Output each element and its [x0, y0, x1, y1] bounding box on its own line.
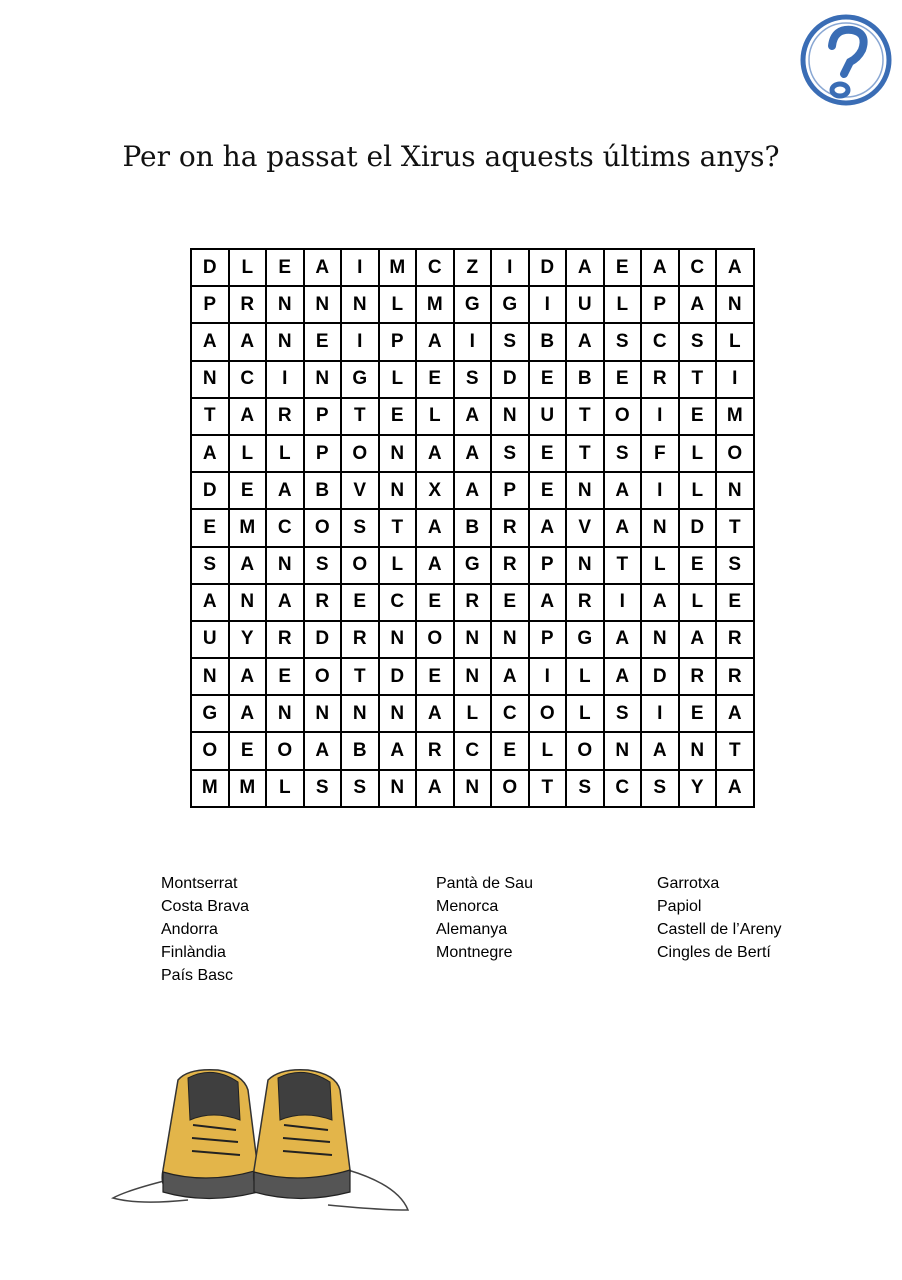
word-list-column-1: [161, 872, 249, 987]
grid-cell: P: [191, 286, 229, 323]
grid-cell: A: [191, 323, 229, 360]
grid-cell: N: [379, 472, 417, 509]
grid-cell: L: [679, 435, 717, 472]
grid-cell: M: [229, 770, 267, 807]
word-search-grid: [190, 248, 755, 808]
page-title: Per on ha passat el Xirus aquests últims anys?: [122, 140, 780, 173]
grid-cell: A: [229, 398, 267, 435]
grid-cell: C: [641, 323, 679, 360]
word-list-item: Garrotxa: [657, 875, 720, 892]
grid-row: [191, 286, 754, 323]
grid-cell: N: [304, 361, 342, 398]
grid-cell: N: [191, 361, 229, 398]
grid-cell: N: [379, 621, 417, 658]
grid-cell: D: [641, 658, 679, 695]
grid-cell: A: [604, 509, 642, 546]
grid-cell: S: [454, 361, 492, 398]
grid-cell: S: [604, 695, 642, 732]
grid-cell: E: [491, 584, 529, 621]
word-list-item: Cingles de Bertí: [657, 944, 771, 961]
grid-cell: O: [529, 695, 567, 732]
grid-cell: A: [229, 323, 267, 360]
grid-cell: S: [191, 547, 229, 584]
grid-cell: E: [679, 398, 717, 435]
grid-cell: R: [566, 584, 604, 621]
grid-cell: L: [529, 732, 567, 769]
grid-cell: N: [566, 472, 604, 509]
grid-row: [191, 770, 754, 807]
grid-cell: N: [379, 770, 417, 807]
grid-cell: R: [491, 509, 529, 546]
grid-row: [191, 472, 754, 509]
grid-cell: O: [416, 621, 454, 658]
grid-cell: A: [454, 398, 492, 435]
grid-cell: P: [641, 286, 679, 323]
grid-cell: R: [341, 621, 379, 658]
grid-cell: E: [529, 435, 567, 472]
word-list-item: Papiol: [657, 898, 702, 915]
grid-cell: M: [191, 770, 229, 807]
grid-cell: E: [191, 509, 229, 546]
grid-cell: A: [679, 621, 717, 658]
grid-cell: E: [266, 658, 304, 695]
grid-cell: A: [454, 435, 492, 472]
grid-cell: T: [716, 732, 754, 769]
grid-cell: N: [379, 695, 417, 732]
word-list-item: País Basc: [161, 967, 234, 984]
grid-cell: B: [341, 732, 379, 769]
grid-cell: Y: [679, 770, 717, 807]
grid-cell: S: [679, 323, 717, 360]
grid-cell: O: [304, 509, 342, 546]
grid-cell: A: [641, 584, 679, 621]
grid-cell: R: [229, 286, 267, 323]
grid-cell: L: [679, 472, 717, 509]
grid-cell: C: [229, 361, 267, 398]
grid-cell: A: [304, 732, 342, 769]
grid-row: [191, 584, 754, 621]
grid-cell: D: [529, 249, 567, 286]
grid-cell: B: [304, 472, 342, 509]
grid-cell: L: [454, 695, 492, 732]
grid-cell: A: [641, 732, 679, 769]
grid-cell: S: [341, 509, 379, 546]
grid-cell: L: [266, 770, 304, 807]
grid-cell: X: [416, 472, 454, 509]
grid-cell: A: [716, 695, 754, 732]
grid-cell: P: [491, 472, 529, 509]
word-list-item: Castell de l’Areny: [657, 921, 782, 938]
grid-cell: R: [716, 621, 754, 658]
grid-cell: N: [491, 398, 529, 435]
grid-cell: G: [341, 361, 379, 398]
grid-row: [191, 361, 754, 398]
grid-cell: E: [491, 732, 529, 769]
grid-cell: L: [416, 398, 454, 435]
grid-cell: T: [566, 435, 604, 472]
grid-cell: L: [379, 547, 417, 584]
grid-cell: R: [266, 398, 304, 435]
grid-row: [191, 398, 754, 435]
grid-cell: I: [454, 323, 492, 360]
grid-cell: E: [229, 732, 267, 769]
grid-cell: D: [491, 361, 529, 398]
grid-cell: S: [641, 770, 679, 807]
grid-cell: O: [604, 398, 642, 435]
grid-cell: D: [191, 472, 229, 509]
grid-cell: I: [341, 249, 379, 286]
grid-cell: I: [529, 286, 567, 323]
grid-cell: A: [229, 547, 267, 584]
word-list-item: Pantà de Sau: [436, 875, 533, 892]
grid-cell: G: [454, 547, 492, 584]
grid-cell: E: [529, 361, 567, 398]
grid-cell: A: [716, 770, 754, 807]
grid-cell: C: [416, 249, 454, 286]
grid-cell: G: [454, 286, 492, 323]
grid-cell: L: [379, 286, 417, 323]
grid-cell: A: [229, 695, 267, 732]
grid-cell: S: [716, 547, 754, 584]
grid-cell: A: [566, 323, 604, 360]
word-list-item: Montnegre: [436, 944, 513, 961]
grid-cell: A: [641, 249, 679, 286]
grid-cell: U: [529, 398, 567, 435]
grid-cell: A: [416, 695, 454, 732]
grid-row: [191, 435, 754, 472]
grid-cell: A: [191, 584, 229, 621]
grid-cell: A: [604, 658, 642, 695]
grid-cell: N: [641, 509, 679, 546]
grid-cell: L: [229, 435, 267, 472]
grid-cell: E: [604, 249, 642, 286]
grid-cell: A: [454, 472, 492, 509]
grid-cell: O: [191, 732, 229, 769]
grid-cell: M: [229, 509, 267, 546]
grid-cell: R: [304, 584, 342, 621]
grid-cell: A: [529, 509, 567, 546]
grid-cell: B: [454, 509, 492, 546]
grid-cell: M: [716, 398, 754, 435]
grid-cell: C: [266, 509, 304, 546]
grid-cell: N: [379, 435, 417, 472]
word-list-column-3: [657, 872, 782, 964]
grid-cell: E: [604, 361, 642, 398]
grid-cell: N: [341, 695, 379, 732]
grid-cell: T: [191, 398, 229, 435]
grid-cell: O: [304, 658, 342, 695]
grid-cell: O: [566, 732, 604, 769]
grid-cell: B: [529, 323, 567, 360]
grid-cell: D: [191, 249, 229, 286]
word-list-item: Montserrat: [161, 875, 238, 892]
grid-cell: R: [416, 732, 454, 769]
grid-row: [191, 732, 754, 769]
grid-row: [191, 509, 754, 546]
grid-cell: L: [641, 547, 679, 584]
grid-cell: A: [379, 732, 417, 769]
grid-cell: A: [566, 249, 604, 286]
grid-cell: T: [341, 658, 379, 695]
grid-cell: G: [566, 621, 604, 658]
grid-cell: D: [304, 621, 342, 658]
grid-cell: L: [266, 435, 304, 472]
grid-cell: Y: [229, 621, 267, 658]
grid-cell: I: [529, 658, 567, 695]
grid-cell: I: [491, 249, 529, 286]
grid-cell: F: [641, 435, 679, 472]
grid-cell: D: [379, 658, 417, 695]
grid-cell: P: [379, 323, 417, 360]
grid-cell: N: [454, 770, 492, 807]
grid-cell: L: [716, 323, 754, 360]
grid-cell: T: [529, 770, 567, 807]
grid-cell: A: [416, 323, 454, 360]
grid-row: [191, 658, 754, 695]
grid-cell: A: [229, 658, 267, 695]
grid-cell: E: [679, 547, 717, 584]
grid-cell: U: [566, 286, 604, 323]
grid-cell: N: [304, 286, 342, 323]
grid-cell: I: [604, 584, 642, 621]
grid-cell: E: [379, 398, 417, 435]
grid-cell: T: [379, 509, 417, 546]
grid-row: [191, 547, 754, 584]
grid-cell: G: [191, 695, 229, 732]
grid-row: [191, 249, 754, 286]
grid-cell: L: [379, 361, 417, 398]
word-list-column-2: [436, 872, 533, 964]
grid-cell: A: [416, 509, 454, 546]
grid-cell: N: [191, 658, 229, 695]
grid-cell: T: [341, 398, 379, 435]
hiking-boots-icon: [108, 1060, 418, 1225]
grid-cell: R: [716, 658, 754, 695]
grid-cell: L: [679, 584, 717, 621]
word-list-item: Costa Brava: [161, 898, 250, 915]
grid-cell: O: [341, 435, 379, 472]
grid-cell: S: [304, 547, 342, 584]
grid-row: [191, 621, 754, 658]
grid-cell: E: [341, 584, 379, 621]
grid-cell: N: [266, 323, 304, 360]
grid-cell: M: [379, 249, 417, 286]
grid-cell: E: [304, 323, 342, 360]
word-list-item: Alemanya: [436, 921, 508, 938]
grid-cell: L: [566, 695, 604, 732]
grid-row: [191, 323, 754, 360]
grid-cell: E: [416, 361, 454, 398]
grid-cell: M: [416, 286, 454, 323]
grid-cell: P: [304, 435, 342, 472]
grid-cell: A: [191, 435, 229, 472]
grid-cell: A: [266, 472, 304, 509]
grid-cell: R: [266, 621, 304, 658]
grid-cell: I: [266, 361, 304, 398]
grid-cell: S: [491, 323, 529, 360]
grid-cell: L: [229, 249, 267, 286]
grid-cell: A: [679, 286, 717, 323]
grid-cell: S: [604, 435, 642, 472]
grid-cell: O: [266, 732, 304, 769]
grid-row: [191, 695, 754, 732]
grid-cell: C: [679, 249, 717, 286]
grid-cell: I: [641, 695, 679, 732]
grid-cell: P: [304, 398, 342, 435]
grid-cell: A: [604, 472, 642, 509]
grid-cell: E: [229, 472, 267, 509]
grid-cell: O: [716, 435, 754, 472]
grid-cell: S: [566, 770, 604, 807]
grid-cell: B: [566, 361, 604, 398]
grid-cell: C: [379, 584, 417, 621]
grid-cell: E: [679, 695, 717, 732]
grid-cell: N: [566, 547, 604, 584]
grid-cell: A: [529, 584, 567, 621]
grid-cell: P: [529, 621, 567, 658]
grid-cell: S: [491, 435, 529, 472]
grid-cell: N: [641, 621, 679, 658]
grid-cell: A: [304, 249, 342, 286]
grid-cell: N: [229, 584, 267, 621]
grid-cell: N: [604, 732, 642, 769]
grid-cell: C: [454, 732, 492, 769]
grid-cell: N: [454, 621, 492, 658]
grid-cell: S: [341, 770, 379, 807]
grid-cell: N: [266, 286, 304, 323]
grid-cell: V: [341, 472, 379, 509]
grid-cell: N: [454, 658, 492, 695]
grid-cell: R: [454, 584, 492, 621]
grid-cell: E: [266, 249, 304, 286]
grid-cell: A: [716, 249, 754, 286]
grid-cell: A: [604, 621, 642, 658]
grid-cell: N: [716, 286, 754, 323]
grid-cell: A: [416, 770, 454, 807]
grid-cell: G: [491, 286, 529, 323]
grid-cell: A: [416, 435, 454, 472]
grid-cell: L: [566, 658, 604, 695]
grid-cell: T: [604, 547, 642, 584]
word-list-item: Menorca: [436, 898, 499, 915]
grid-cell: V: [566, 509, 604, 546]
grid-cell: C: [604, 770, 642, 807]
grid-cell: O: [341, 547, 379, 584]
grid-cell: N: [266, 695, 304, 732]
grid-cell: R: [491, 547, 529, 584]
grid-cell: A: [416, 547, 454, 584]
grid-cell: R: [641, 361, 679, 398]
grid-cell: U: [191, 621, 229, 658]
grid-cell: E: [416, 584, 454, 621]
grid-cell: N: [679, 732, 717, 769]
grid-cell: T: [716, 509, 754, 546]
grid-cell: N: [304, 695, 342, 732]
grid-cell: T: [679, 361, 717, 398]
grid-cell: N: [491, 621, 529, 658]
grid-cell: E: [716, 584, 754, 621]
grid-cell: R: [679, 658, 717, 695]
grid-cell: I: [341, 323, 379, 360]
grid-cell: A: [266, 584, 304, 621]
grid-cell: P: [529, 547, 567, 584]
question-mark-icon: [798, 12, 894, 108]
grid-cell: S: [304, 770, 342, 807]
grid-cell: T: [566, 398, 604, 435]
grid-cell: L: [604, 286, 642, 323]
grid-cell: I: [641, 398, 679, 435]
word-list-item: Andorra: [161, 921, 218, 938]
word-list-item: Finlàndia: [161, 944, 226, 961]
grid-cell: N: [266, 547, 304, 584]
grid-cell: I: [641, 472, 679, 509]
grid-cell: E: [529, 472, 567, 509]
grid-cell: A: [491, 658, 529, 695]
grid-cell: N: [341, 286, 379, 323]
grid-cell: D: [679, 509, 717, 546]
grid-cell: E: [416, 658, 454, 695]
grid-cell: S: [604, 323, 642, 360]
grid-cell: Z: [454, 249, 492, 286]
grid-cell: I: [716, 361, 754, 398]
grid-cell: N: [716, 472, 754, 509]
grid-cell: C: [491, 695, 529, 732]
grid-cell: O: [491, 770, 529, 807]
